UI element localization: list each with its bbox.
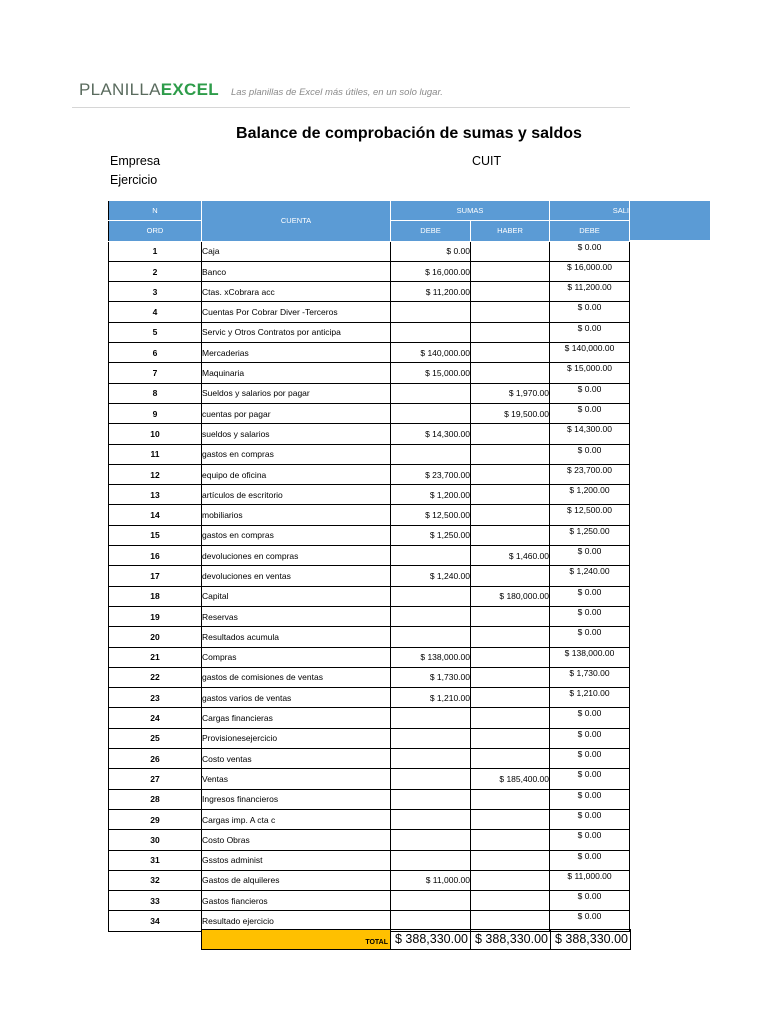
account-name[interactable]: Provisionesejercicio xyxy=(202,728,391,748)
haber-cell[interactable] xyxy=(471,627,550,647)
total-row xyxy=(201,929,631,950)
saldo-cell[interactable]: $ 0.00 xyxy=(550,444,630,464)
debe-cell[interactable] xyxy=(391,728,471,748)
saldo-cell[interactable]: $ 0.00 xyxy=(550,627,630,647)
debe-cell[interactable] xyxy=(391,403,471,423)
col-header-debe: DEBE xyxy=(391,221,471,241)
row-number[interactable]: 25 xyxy=(109,728,202,748)
debe-cell[interactable]: $ 0.00 xyxy=(391,241,471,261)
balance-table xyxy=(108,200,630,932)
row-number[interactable]: 15 xyxy=(109,525,202,545)
account-name[interactable]: equipo de oficina xyxy=(202,464,391,484)
account-name[interactable]: devoluciones en ventas xyxy=(202,566,391,586)
haber-cell[interactable] xyxy=(471,322,550,342)
row-number[interactable]: 16 xyxy=(109,546,202,566)
debe-cell[interactable] xyxy=(391,546,471,566)
account-name[interactable]: gastos de comisiones de ventas xyxy=(202,667,391,687)
saldo-cell[interactable]: $ 14,300.00 xyxy=(550,424,630,444)
haber-cell[interactable] xyxy=(471,444,550,464)
table-row xyxy=(109,322,630,342)
page-title: Balance de comprobación de sumas y saldos xyxy=(236,125,582,142)
haber-cell[interactable] xyxy=(471,241,550,261)
account-name[interactable]: gastos en compras xyxy=(202,525,391,545)
table-row xyxy=(109,525,630,545)
account-name[interactable]: artículos de escritorio xyxy=(202,485,391,505)
saldo-cell[interactable]: $ 0.00 xyxy=(550,749,630,769)
haber-cell[interactable] xyxy=(471,728,550,748)
account-name[interactable]: mobiliarios xyxy=(202,505,391,525)
haber-cell[interactable] xyxy=(471,261,550,281)
table-row xyxy=(109,606,630,626)
saldo-cell[interactable]: $ 11,200.00 xyxy=(550,282,630,302)
debe-cell[interactable]: $ 23,700.00 xyxy=(391,464,471,484)
table-row xyxy=(109,282,630,302)
debe-cell[interactable] xyxy=(391,749,471,769)
table-row xyxy=(109,403,630,423)
debe-cell[interactable]: $ 16,000.00 xyxy=(391,261,471,281)
saldo-cell[interactable]: $ 0.00 xyxy=(550,911,630,931)
debe-cell[interactable]: $ 15,000.00 xyxy=(391,363,471,383)
haber-cell[interactable]: $ 180,000.00 xyxy=(471,586,550,606)
table-row xyxy=(109,809,630,829)
account-name[interactable]: gastos en compras xyxy=(202,444,391,464)
table-row xyxy=(109,302,630,322)
debe-cell[interactable] xyxy=(391,789,471,809)
haber-cell[interactable] xyxy=(471,749,550,769)
table-row xyxy=(109,444,630,464)
row-number[interactable]: 22 xyxy=(109,667,202,687)
saldo-cell[interactable]: $ 0.00 xyxy=(550,728,630,748)
haber-cell[interactable] xyxy=(471,647,550,667)
saldo-cell[interactable]: $ 0.00 xyxy=(550,383,630,403)
debe-cell[interactable] xyxy=(391,627,471,647)
table-row xyxy=(109,241,630,261)
saldo-cell[interactable]: $ 23,700.00 xyxy=(550,464,630,484)
header-overflow-fill xyxy=(630,201,710,240)
table-row xyxy=(109,566,630,586)
row-number[interactable]: 17 xyxy=(109,566,202,586)
account-name[interactable]: Gastos fiancieros xyxy=(202,891,391,911)
brand-tagline: Las planillas de Excel más útiles, en un solo lugar. xyxy=(230,87,443,98)
row-number[interactable]: 5 xyxy=(109,322,202,342)
debe-cell[interactable]: $ 11,000.00 xyxy=(391,870,471,890)
haber-cell[interactable] xyxy=(471,688,550,708)
haber-cell[interactable] xyxy=(471,708,550,728)
account-name[interactable]: Cargas imp. A cta c xyxy=(202,809,391,829)
saldo-cell[interactable]: $ 0.00 xyxy=(550,241,630,261)
haber-cell[interactable] xyxy=(471,566,550,586)
account-name[interactable]: Ingresos financieros xyxy=(202,789,391,809)
haber-cell[interactable] xyxy=(471,850,550,870)
haber-cell[interactable] xyxy=(471,809,550,829)
debe-cell[interactable]: $ 1,200.00 xyxy=(391,485,471,505)
account-name[interactable]: Reservas xyxy=(202,606,391,626)
debe-cell[interactable]: $ 1,730.00 xyxy=(391,667,471,687)
account-name[interactable]: Costo Obras xyxy=(202,830,391,850)
col-header-saldo-debe: DEBE xyxy=(550,221,630,241)
row-number[interactable]: 23 xyxy=(109,688,202,708)
table-row xyxy=(109,891,630,911)
saldo-cell[interactable]: $ 0.00 xyxy=(550,769,630,789)
col-header-sumas: SUMAS xyxy=(391,201,550,221)
saldo-cell[interactable]: $ 15,000.00 xyxy=(550,363,630,383)
account-name[interactable]: sueldos y salarios xyxy=(202,424,391,444)
col-header-ord: ORD xyxy=(109,221,202,241)
col-header-haber: HABER xyxy=(471,221,550,241)
table-row xyxy=(109,708,630,728)
saldo-cell[interactable]: $ 0.00 xyxy=(550,546,630,566)
haber-cell[interactable] xyxy=(471,363,550,383)
total-saldo: $ 388,330.00 xyxy=(551,929,631,950)
row-number[interactable]: 19 xyxy=(109,606,202,626)
haber-cell[interactable]: $ 19,500.00 xyxy=(471,403,550,423)
account-name[interactable]: gastos varios de ventas xyxy=(202,688,391,708)
account-name[interactable]: Resultados acumula xyxy=(202,627,391,647)
empresa-label: Empresa xyxy=(110,154,161,168)
row-number[interactable]: 2 xyxy=(109,261,202,281)
table-row xyxy=(109,830,630,850)
debe-cell[interactable] xyxy=(391,809,471,829)
saldo-cell[interactable]: $ 11,000.00 xyxy=(550,870,630,890)
row-number[interactable]: 4 xyxy=(109,302,202,322)
table-row xyxy=(109,769,630,789)
saldo-cell[interactable]: $ 0.00 xyxy=(550,891,630,911)
row-number[interactable]: 12 xyxy=(109,464,202,484)
debe-cell[interactable] xyxy=(391,769,471,789)
row-number[interactable]: 26 xyxy=(109,749,202,769)
haber-cell[interactable] xyxy=(471,870,550,890)
table-row xyxy=(109,586,630,606)
saldo-cell[interactable]: $ 1,730.00 xyxy=(550,667,630,687)
table-row xyxy=(109,485,630,505)
saldo-cell[interactable]: $ 0.00 xyxy=(550,850,630,870)
table-row xyxy=(109,261,630,281)
row-number[interactable]: 8 xyxy=(109,383,202,403)
table-row xyxy=(109,850,630,870)
saldo-cell[interactable]: $ 0.00 xyxy=(550,302,630,322)
account-name[interactable]: Cargas financieras xyxy=(202,708,391,728)
table-row xyxy=(109,688,630,708)
saldo-cell[interactable]: $ 0.00 xyxy=(550,708,630,728)
account-name[interactable]: Servic y Otros Contratos por anticipa xyxy=(202,322,391,342)
total-haber: $ 388,330.00 xyxy=(471,929,551,950)
account-name[interactable]: Ctas. xCobrara acc xyxy=(202,282,391,302)
haber-cell[interactable] xyxy=(471,424,550,444)
debe-cell[interactable] xyxy=(391,444,471,464)
row-number[interactable]: 21 xyxy=(109,647,202,667)
haber-cell[interactable] xyxy=(471,302,550,322)
table-row xyxy=(109,667,630,687)
saldo-cell[interactable]: $ 0.00 xyxy=(550,830,630,850)
saldo-cell[interactable]: $ 0.00 xyxy=(550,789,630,809)
total-debe: $ 388,330.00 xyxy=(391,929,471,950)
saldo-cell[interactable]: $ 0.00 xyxy=(550,809,630,829)
saldo-cell[interactable]: $ 138,000.00 xyxy=(550,647,630,667)
debe-cell[interactable]: $ 140,000.00 xyxy=(391,343,471,363)
debe-cell[interactable]: $ 1,210.00 xyxy=(391,688,471,708)
debe-cell[interactable] xyxy=(391,850,471,870)
debe-cell[interactable]: $ 12,500.00 xyxy=(391,505,471,525)
row-number[interactable]: 11 xyxy=(109,444,202,464)
debe-cell[interactable] xyxy=(391,322,471,342)
table-row xyxy=(109,647,630,667)
row-number[interactable]: 1 xyxy=(109,241,202,261)
saldo-cell[interactable]: $ 12,500.00 xyxy=(550,505,630,525)
account-name[interactable]: Compras xyxy=(202,647,391,667)
haber-cell[interactable]: $ 185,400.00 xyxy=(471,769,550,789)
haber-cell[interactable] xyxy=(471,505,550,525)
row-number[interactable]: 28 xyxy=(109,789,202,809)
debe-cell[interactable]: $ 1,240.00 xyxy=(391,566,471,586)
row-number[interactable]: 32 xyxy=(109,870,202,890)
row-number[interactable]: 7 xyxy=(109,363,202,383)
haber-cell[interactable] xyxy=(471,667,550,687)
row-number[interactable]: 31 xyxy=(109,850,202,870)
account-name[interactable]: Gastos de alquileres xyxy=(202,870,391,890)
account-name[interactable]: Mercaderias xyxy=(202,343,391,363)
saldo-cell[interactable]: $ 0.00 xyxy=(550,403,630,423)
haber-cell[interactable]: $ 1,460.00 xyxy=(471,546,550,566)
account-name[interactable]: Banco xyxy=(202,261,391,281)
saldo-cell[interactable]: $ 1,210.00 xyxy=(550,688,630,708)
saldo-cell[interactable]: $ 0.00 xyxy=(550,586,630,606)
debe-cell[interactable]: $ 1,250.00 xyxy=(391,525,471,545)
saldo-cell[interactable]: $ 1,250.00 xyxy=(550,525,630,545)
haber-cell[interactable] xyxy=(471,606,550,626)
logo-text-excel: EXCEL xyxy=(160,80,219,99)
total-label: TOTAL xyxy=(201,929,391,950)
haber-cell[interactable] xyxy=(471,891,550,911)
account-name[interactable]: Gsstos administ xyxy=(202,850,391,870)
brand-header xyxy=(79,80,443,100)
haber-cell[interactable]: $ 1,970.00 xyxy=(471,383,550,403)
account-name[interactable]: Costo ventas xyxy=(202,749,391,769)
table-row xyxy=(109,728,630,748)
row-number[interactable]: 33 xyxy=(109,891,202,911)
haber-cell[interactable] xyxy=(471,282,550,302)
row-number[interactable]: 24 xyxy=(109,708,202,728)
table-row xyxy=(109,363,630,383)
debe-cell[interactable]: $ 11,200.00 xyxy=(391,282,471,302)
row-number[interactable]: 30 xyxy=(109,830,202,850)
row-number[interactable]: 9 xyxy=(109,403,202,423)
table-row xyxy=(109,749,630,769)
debe-cell[interactable] xyxy=(391,708,471,728)
account-name[interactable]: Cuentas Por Cobrar Diver -Terceros xyxy=(202,302,391,322)
header-divider xyxy=(72,107,630,108)
saldo-cell[interactable]: $ 1,240.00 xyxy=(550,566,630,586)
saldo-cell[interactable]: $ 140,000.00 xyxy=(550,343,630,363)
col-header-cuenta: CUENTA xyxy=(202,201,391,242)
haber-cell[interactable] xyxy=(471,789,550,809)
saldo-cell[interactable]: $ 16,000.00 xyxy=(550,261,630,281)
haber-cell[interactable] xyxy=(471,343,550,363)
table-row xyxy=(109,343,630,363)
row-number[interactable]: 3 xyxy=(109,282,202,302)
saldo-cell[interactable]: $ 1,200.00 xyxy=(550,485,630,505)
logo-text-planilla: PLANILLA xyxy=(79,80,161,99)
debe-cell[interactable] xyxy=(391,891,471,911)
cuit-label: CUIT xyxy=(472,154,502,168)
debe-cell[interactable] xyxy=(391,383,471,403)
row-number[interactable]: 29 xyxy=(109,809,202,829)
row-number[interactable]: 34 xyxy=(109,911,202,931)
saldo-cell[interactable]: $ 0.00 xyxy=(550,606,630,626)
debe-cell[interactable] xyxy=(391,586,471,606)
row-number[interactable]: 6 xyxy=(109,343,202,363)
table-row xyxy=(109,627,630,647)
row-number[interactable]: 18 xyxy=(109,586,202,606)
account-name[interactable]: Sueldos y salarios por pagar xyxy=(202,383,391,403)
row-number[interactable]: 10 xyxy=(109,424,202,444)
table-row xyxy=(109,789,630,809)
haber-cell[interactable] xyxy=(471,464,550,484)
table-row xyxy=(109,505,630,525)
debe-cell[interactable]: $ 138,000.00 xyxy=(391,647,471,667)
account-name[interactable]: Capital xyxy=(202,586,391,606)
debe-cell[interactable] xyxy=(391,302,471,322)
account-name[interactable]: cuentas por pagar xyxy=(202,403,391,423)
table-row xyxy=(109,464,630,484)
account-name[interactable]: Ventas xyxy=(202,769,391,789)
haber-cell[interactable] xyxy=(471,525,550,545)
debe-cell[interactable] xyxy=(391,830,471,850)
table-row xyxy=(109,424,630,444)
ejercicio-label: Ejercicio xyxy=(110,173,158,187)
brand-logo xyxy=(79,80,219,100)
debe-cell[interactable]: $ 14,300.00 xyxy=(391,424,471,444)
debe-cell[interactable] xyxy=(391,606,471,626)
account-name[interactable]: Caja xyxy=(202,241,391,261)
row-number[interactable]: 13 xyxy=(109,485,202,505)
row-number[interactable]: 27 xyxy=(109,769,202,789)
account-name[interactable]: Resultado ejercicio xyxy=(202,911,391,931)
table-row xyxy=(109,546,630,566)
saldo-cell[interactable]: $ 0.00 xyxy=(550,322,630,342)
col-header-n: N xyxy=(109,201,202,221)
account-name[interactable]: Maquinaria xyxy=(202,363,391,383)
account-name[interactable]: devoluciones en compras xyxy=(202,546,391,566)
table-row xyxy=(109,383,630,403)
haber-cell[interactable] xyxy=(471,830,550,850)
col-header-saldos: SALI xyxy=(550,201,630,221)
row-number[interactable]: 20 xyxy=(109,627,202,647)
haber-cell[interactable] xyxy=(471,485,550,505)
row-number[interactable]: 14 xyxy=(109,505,202,525)
table-row xyxy=(109,870,630,890)
